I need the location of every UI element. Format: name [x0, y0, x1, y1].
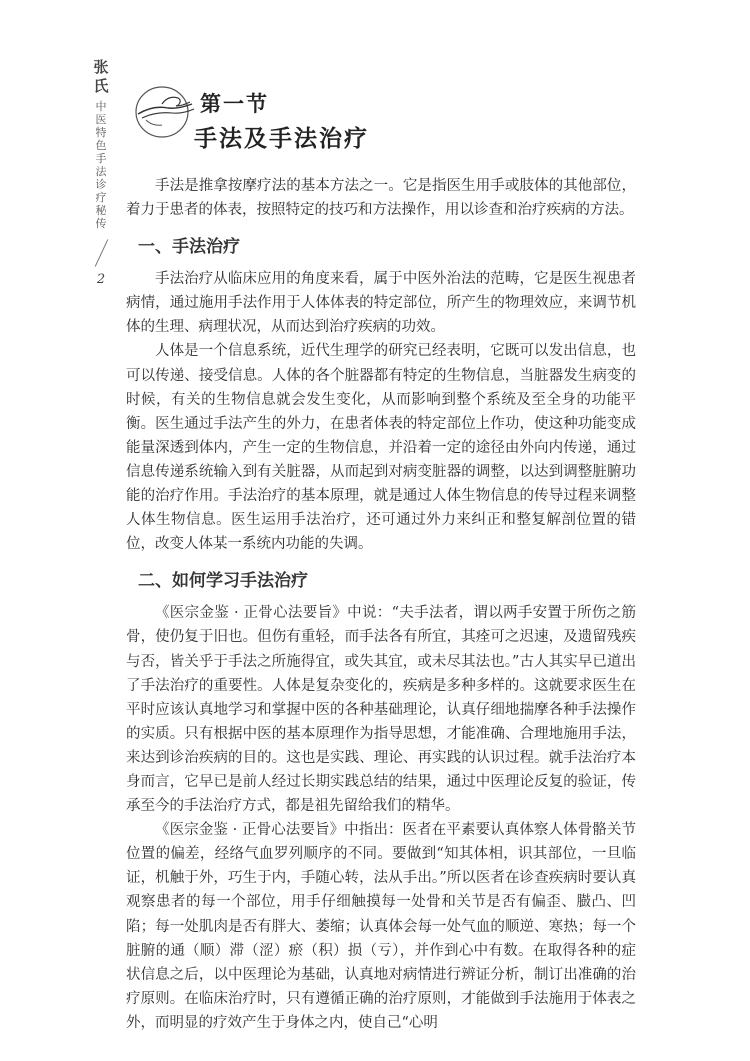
- intro-paragraph: 手法是推拿按摩疗法的基本方法之一。它是指医生用手或肢体的其他部位，着力于患者的体表，按照特定的技巧和方法操作，用以诊查和治疗疾病的方法。: [126, 178, 636, 219]
- heading-manual-therapy: 一、手法治疗: [138, 237, 240, 258]
- hands-emblem-icon: [132, 80, 198, 142]
- paragraph: 《医宗金鉴 · 正骨心法要旨》中说：“夫手法者，谓以两手安置于所伤之筋骨，使仍复于旧也。但伤有重轻，而手法各有所宜，其痊可之迟速，及遗留残疾与否，皆关乎于手法之所施得宜，或失其宜，或未尽其法也。”古人其实早已道出了手法治疗的重要性。人体是复杂变化的，疾病是多种多样的。这就要求医生在平时应该认真地学习和掌握中医的各种基础理论，认真仔细地揣摩各种手法操作的实质。只有根据中医的基本原理作为指导思想，才能准确、合理地施用手法，来达到诊治疾病的目的。这也是实践、理论、再实践的认识过程。就手法治疗本身而言，它早已是前人经过长期实践总结的结果，通过中医理论反复的验证，传承至今的手法治疗方式，都是祖先留给我们的精华。: [126, 605, 636, 815]
- page-body: [126, 174, 636, 1035]
- paragraph: 手法治疗从临床应用的角度来看，属于中医外治法的范畴，它是医生视患者病情，通过施用手法作用于人体体表的特定部位，所产生的物理效应，来调节机体的生理、病理状况，从而达到治疗疾病的功效。: [126, 271, 636, 336]
- book-title-main: 张 氏: [93, 58, 109, 95]
- paragraph: 人体是一个信息系统，近代生理学的研究已经表明，它既可以发出信息，也可以传递、接受信息。人体的各个脏器都有特定的生物信息，当脏器发生病变的时候，有关的生物信息就会发生变化，从而影响到整个系统及至全身的功能平衡。医生通过手法产生的外力，在患者体表的特定部位上作功，使这种功能变成能量深透到体内，产生一定的生物信息，并沿着一定的途径由外向内传递，通过信息传递系统输入到有关脏器，从而起到对病变脏器的调整，以达到调整脏腑功能的治疗作用。手法治疗的基本原理，就是通过人体生物信息的传导过程来调整人体生物信息。医生运用手法治疗，还可通过外力来纠正和整复解剖位置的错位，改变人体某一系统内功能的失调。: [126, 343, 636, 553]
- heading-how-to-learn: 二、如何学习手法治疗: [138, 571, 308, 592]
- side-book-title: [88, 58, 114, 287]
- page-number: 2: [96, 272, 106, 287]
- side-divider: [94, 239, 108, 267]
- paragraph: 《医宗金鉴 · 正骨心法要旨》中指出：医者在平素要认真体察人体骨骼关节位置的偏差，经络气血罗列顺序的不同。要做到“知其体相，识其部位，一旦临证，机触于外，巧生于内，手随心转，法从手出。”所以医者在诊查疾病时要认真观察患者的每一个部位，用手仔细触摸每一处骨和关节是否有偏歪、臌凸、凹陷；每一处肌肉是否有胖大、萎缩；认真体会每一处气血的顺逆、寒热；每一个脏腑的通（顺）滞（涩）瘀（积）损（亏），并作到心中有数。在取得各种的症状信息之后，以中医理论为基础，认真地对病情进行辨证分析，制订出准确的治疗原则。在临床治疗时，只有遵循正确的治疗原则，才能做到手法施用于体表之外，而明显的疗效产生于身体之内，使自己“心明: [126, 822, 636, 1031]
- section-title: 手法及手法治疗: [194, 125, 369, 152]
- book-title-sub: 中 医 特 色 手 法 诊 疗 秘 传: [95, 100, 107, 230]
- section-label: 第一节: [200, 91, 269, 116]
